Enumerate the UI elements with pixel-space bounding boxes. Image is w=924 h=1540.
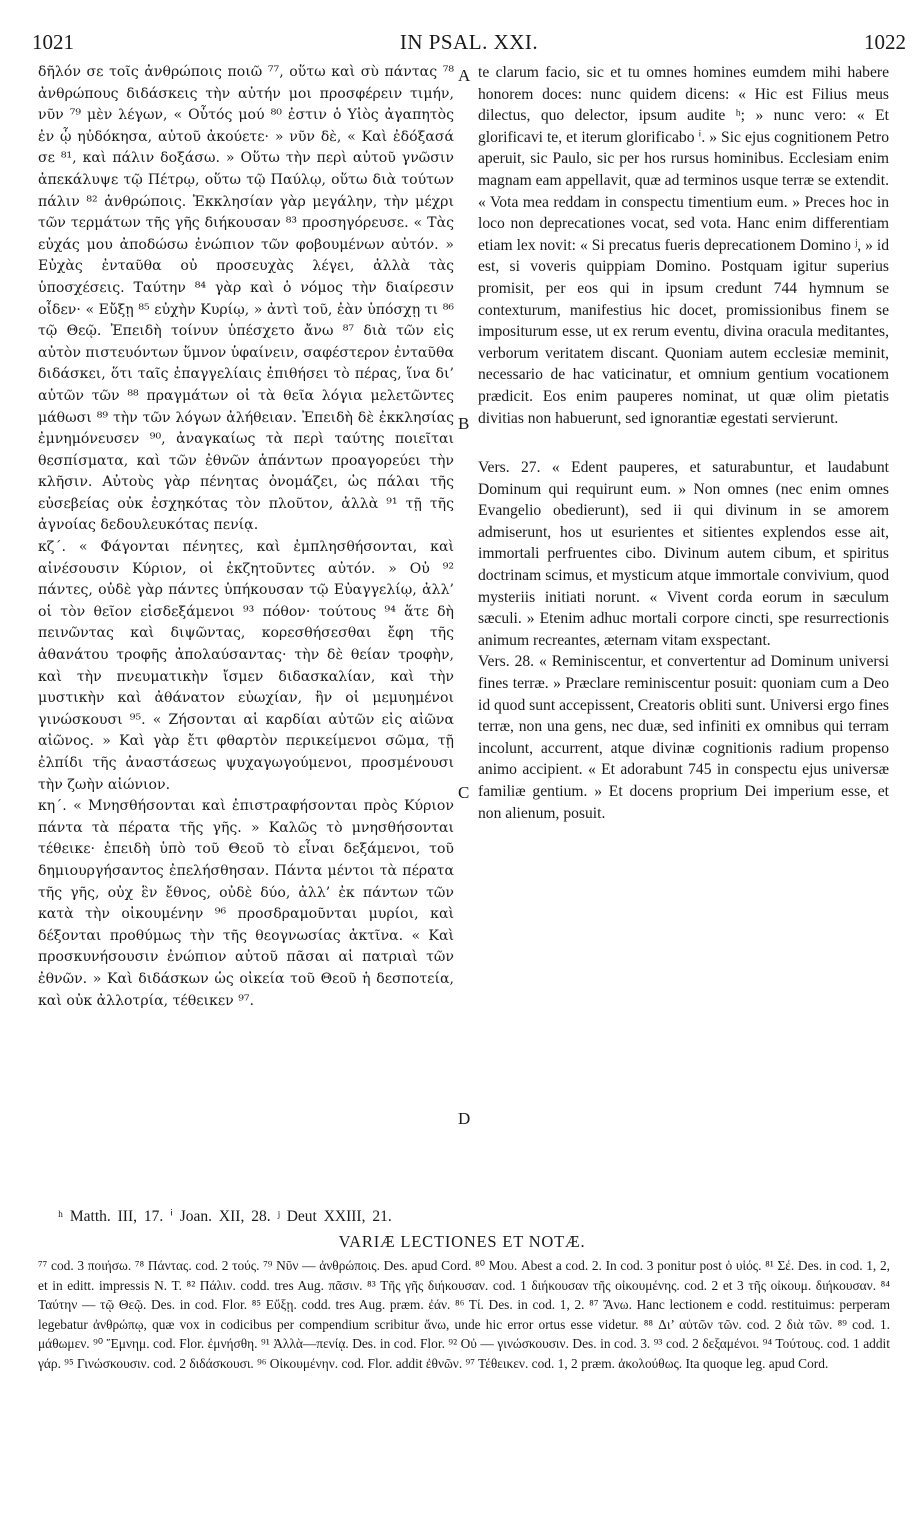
margin-mark-a: A <box>458 66 471 85</box>
latin-paragraph-1: te clarum facio, sic et tu omnes homines eumdem mihi habere honorem doces: nunc quidem dicens: « Hic est Filius meus dilectus, quo delector, ipsum audite ʰ; » nunc vero: « Et glorificavi te, et iterum glorificabo ⁱ. » Sic ejus cognitionem Petro aperuit, sic Paulo, sic per hos rursus hominibus. Ecclesiam enim magnam eam appellavit, quæ ad terminos usque terræ se extendit. « Vota mea reddam in conspectu timentium eum. » Preces hoc in loco non deprecationes vocat, sed vota. Hanc enim differentiam etiam lex novit: « Si precatus fueris deprecationem Domino ʲ, » id est, si voveris quippiam Domino. Postquam igitur superius promisit, per eos qui in ipsum credunt 744 hymnum se contexturum, manifestius hic docet, promissionibus finem se impositurum esse, ut ex rerum eventu, divina oracula meditantes, verborum veritatem discant. Quoniam autem ecclesiæ meminit, necessario de hac vaticinatur, et omnium gentium vocationem prædicit. Eos enim pauperes nominat, ut quæ olim pietatis divitias non habuerunt, sed ignorantiæ egestati servierunt. <box>478 64 889 427</box>
footnote-references: ʰ Matth. III, 17. ⁱ Joan. XII, 28. ʲ Deut XXIII, 21. <box>58 1208 392 1225</box>
greek-paragraph-1: δῆλόν σε τοῖς ἀνθρώποις ποιῶ ⁷⁷, οὕτω καὶ σὺ πάντας ⁷⁸ ἀνθρώπους διδάσκεις τὴν αὐτήν μοι προσφέρειν τιμήν, νῦν ⁷⁹ μὲν λέγων, « Οὗτός μού ⁸⁰ ἐστιν ὁ Υἱὸς ἀγαπητὸς ἐν ᾧ ηὐδόκησα, αὐτοῦ ἀκούετε· » νῦν δὲ, « Καὶ ἐδόξασά σε ⁸¹, καὶ πάλιν δοξάσω. » Οὕτω τὴν περὶ αὐτοῦ γνῶσιν ἀπεκάλυψε τῷ Πέτρῳ, οὕτω τῷ Παύλῳ, οὕτω διὰ τούτων πάλιν ⁸² ἀνθρώποις. Ἐκκλησίαν γὰρ μεγάλην, τὴν μέχρι τῶν τερμάτων τῆς γῆς διήκουσαν ⁸³ προσηγόρευσε. « Τὰς εὐχάς μου ἀποδώσω ἐνώπιον τῶν φοβουμένων αὐτόν. » Εὐχὰς ἐνταῦθα οὐ προσευχὰς λέγει, ἀλλὰ τὰς ὑποσχέσεις. Ταύτην ⁸⁴ γὰρ καὶ ὁ νόμος τὴν διαίρεσιν οἶδεν· « Εὔξῃ ⁸⁵ εὐχὴν Κυρίῳ, » ἀντὶ τοῦ, ἐὰν ὑπόσχῃ τι ⁸⁶ τῷ Θεῷ. Ἐπειδὴ τοίνυν ὑπέσχετο ἄνω ⁸⁷ διὰ τῶν εἰς αὐτὸν πιστευόντων ὕμνον ὑφαίνειν, σαφέστερον ἐνταῦθα διδάσκει, ὅτι ταῖς ἐπαγγελίαις ἐπιθήσει τὸ πέρας, ἵνα δι’ αὐτῶν τῶν ⁸⁸ πραγμάτων οἱ τὰ θεῖα λόγια μελετῶντες μάθωσι ⁸⁹ τὴν τῶν λόγων ἀλήθειαν. Ἐπειδὴ δὲ ἐκκλησίας ἐμνημόνευσεν ⁹⁰, ἀναγκαίως τὰ περὶ ταύτης ποιεῖται θεσπίσματα, καὶ τῶν ἐθνῶν ἁπάντων προαγορεύει τὴν κλῆσιν. Αὐτοὺς γὰρ πένητας ὀνομάζει, ὡς πάλαι τῆς εὐσεβείας οὐκ ἐσχηκότας τὸν πλοῦτον, ἀλλὰ ⁹¹ τῇ τῆς ἀγνοίας δεδουλευκότας πενίᾳ. <box>38 64 454 534</box>
right-column-number: 1022 <box>864 30 906 54</box>
greek-paragraph-verse-28: κη΄. « Μνησθήσονται καὶ ἐπιστραφήσονται πρὸς Κύριον πάντα τὰ πέρατα τῆς γῆς. » Καλῶς τὸ μνησθήσονται τέθεικε· ἐπειδὴ ὑπὸ τοῦ Θεοῦ τὸ εἶναι δεξάμενοι, τοῦ δημιουργήσαντος ἐπελήσθησαν. Πάντα μέντοι τὰ πέρατα τῆς γῆς, οὐχ ἓν ἔθνος, οὐδὲ δύο, ἀλλ’ ἐκ πάντων τῶν κατὰ τὴν οἰκουμένην ⁹⁶ προσδραμοῦνται μυρίοι, καὶ δέξονται προθύμως τὴν τῆς θεογνωσίας ἀκτῖνα. « Καὶ προσκυνήσουσιν ἐνώπιον αὐτοῦ πᾶσαι αἱ πατριαὶ τῶν ἐθνῶν. » Καὶ διδάσκων ὡς οἰκεία τοῦ Θεοῦ ἡ δεσποτεία, καὶ οὐκ ἀλλοτρία, τέθεικεν ⁹⁷. <box>38 798 454 1009</box>
margin-mark-d: D <box>458 1109 471 1128</box>
variae-notes-text: ⁷⁷ cod. 3 ποιήσω. ⁷⁸ Πάντας. cod. 2 τούς. ⁷⁹ Νῦν — ἀνθρώποις. Des. apud Cord. ⁸⁰ Μου. Abest a cod. 2. In cod. 3 ponitur post ὁ υἱός. ⁸¹ Σέ. Des. in cod. 1, 2, et in editt. impressis N. T. ⁸² Πάλιν. codd. tres Aug. πᾶσιν. ⁸³ Τῆς γῆς διήκουσαν. cod. 1 διήκουσαν τῆς οἰκουμένης. cod. 2 et 3 τῆς οἰκουμ. διήκουσαν. ⁸⁴ Ταύτην — τῷ Θεῷ. Des. in cod. Flor. ⁸⁵ Εὔξῃ. codd. tres Aug. præm. ἐάν. ⁸⁶ Τί. Des. in cod. 1, 2. ⁸⁷ Ἄνω. Hanc lectionem e codd. restituimus: perperam legebatur ἀνθρώπῳ, quæ vox in codicibus per compendium scribitur ἄνω, unde hic error ortus esse videtur. ⁸⁸ Δι’ αὐτῶν τῶν. cod. 2 διὰ τῶν. ⁸⁹ cod. 1. μάθωμεν. ⁹⁰ Ἔμνημ. cod. Flor. ἐμνήσθη. ⁹¹ Ἀλλὰ—πενίᾳ. Des. in cod. Flor. ⁹² Οὐ — γινώσκουσιν. Des. in cod. 3. ⁹³ cod. 2 δεξαμένοι. ⁹⁴ Τούτους. cod. 1 addit γάρ. ⁹⁵ Γινώσκουσιν. cod. 2 διδάσκουσι. ⁹⁶ Οἰκουμένην. cod. Flor. addit ἐθνῶν. ⁹⁷ Τέθεικεν. cod. 1, 2 præm. ἀκολούθως. Ita quoque leg. apud Cord. <box>38 1258 890 1371</box>
variae-lectiones-title: VARIÆ LECTIONES ET NOTÆ. <box>338 1232 586 1251</box>
margin-mark-b: B <box>458 414 470 433</box>
running-title: IN PSAL. XXI. <box>399 30 539 54</box>
greek-column <box>38 62 454 1012</box>
latin-paragraph-verse-28: Vers. 28. « Reminiscentur, et convertentur ad Dominum universi fines terræ. » Præclare reminiscentur posuit: quoniam cum a Deo id quod sunt accepissent, Creatoris obliti sunt. Universi ergo fines terræ, non una gens, nec duæ, sed infiniti ex omnibus qui terram incolunt, accurrent, atque divinæ cognitionis radium propenso animo accipient. « Et adorabunt 745 in conspectu ejus universæ familiæ gentium. » Et docens proprium Dei imperium esse, et non alienum, posuit. <box>478 653 889 822</box>
variae-lectiones-notes <box>38 1256 890 1373</box>
latin-paragraph-verse-27: Vers. 27. « Edent pauperes, et saturabuntur, et laudabunt Dominum qui requirunt eum. » Non omnes (nec enim omnes Evangelio obedierunt), sed ii qui divinum in se amorem admiserunt, hos ut esurientes et sitientes explendos esse ait, immortali perfruentes cibo. Divinum autem cibum, et spiritus doctrinam scimus, et mysticum atque immortale convivium, quod mysteriis initiati norunt. « Vivent corda eorum in sæculum sæculi. » Etenim adhuc mortali corpore cincti, spe resurrectionis animum recreantes, æternam vitam exspectant. <box>478 459 889 649</box>
latin-column <box>478 62 889 824</box>
left-column-number: 1021 <box>32 30 74 54</box>
margin-mark-c: C <box>458 783 470 802</box>
greek-paragraph-verse-27: κζ΄. « Φάγονται πένητες, καὶ ἐμπλησθήσονται, καὶ αἰνέσουσιν Κύριον, οἱ ἐκζητοῦντες αὐτόν. » Οὐ ⁹² πάντες, οὐδὲ γὰρ πάντες ὑπήκουσαν τῷ Εὐαγγελίῳ, ἀλλ’ οἱ τὸν θεῖον εἰσδεξάμενοι ⁹³ πόθον· τούτους ⁹⁴ ἅτε δὴ πεινῶντας καὶ διψῶντας, κορεσθήσεσθαι ἔφη τῆς ἀθανάτου τροφῆς ἀπολαύσαντας· τὴν δὲ θείαν τροφὴν, καὶ τὴν πνευματικὴν ἴσμεν διδασκαλίαν, καὶ τὴν μυστικὴν καὶ ἀθάνατον εὐωχίαν, ἣν οἱ μεμυημένοι γινώσκουσι ⁹⁵. « Ζήσονται αἱ καρδίαι αὐτῶν εἰς αἰῶνα αἰῶνος. » Καὶ γὰρ ἔτι φθαρτὸν περικείμενοι σῶμα, τῇ ἐλπίδι τῆς ἀναστάσεως ψυχαγωγούμενοι, προσμένουσι τὴν ζωὴν αἰώνιον. <box>38 539 454 793</box>
page-header <box>32 30 906 58</box>
